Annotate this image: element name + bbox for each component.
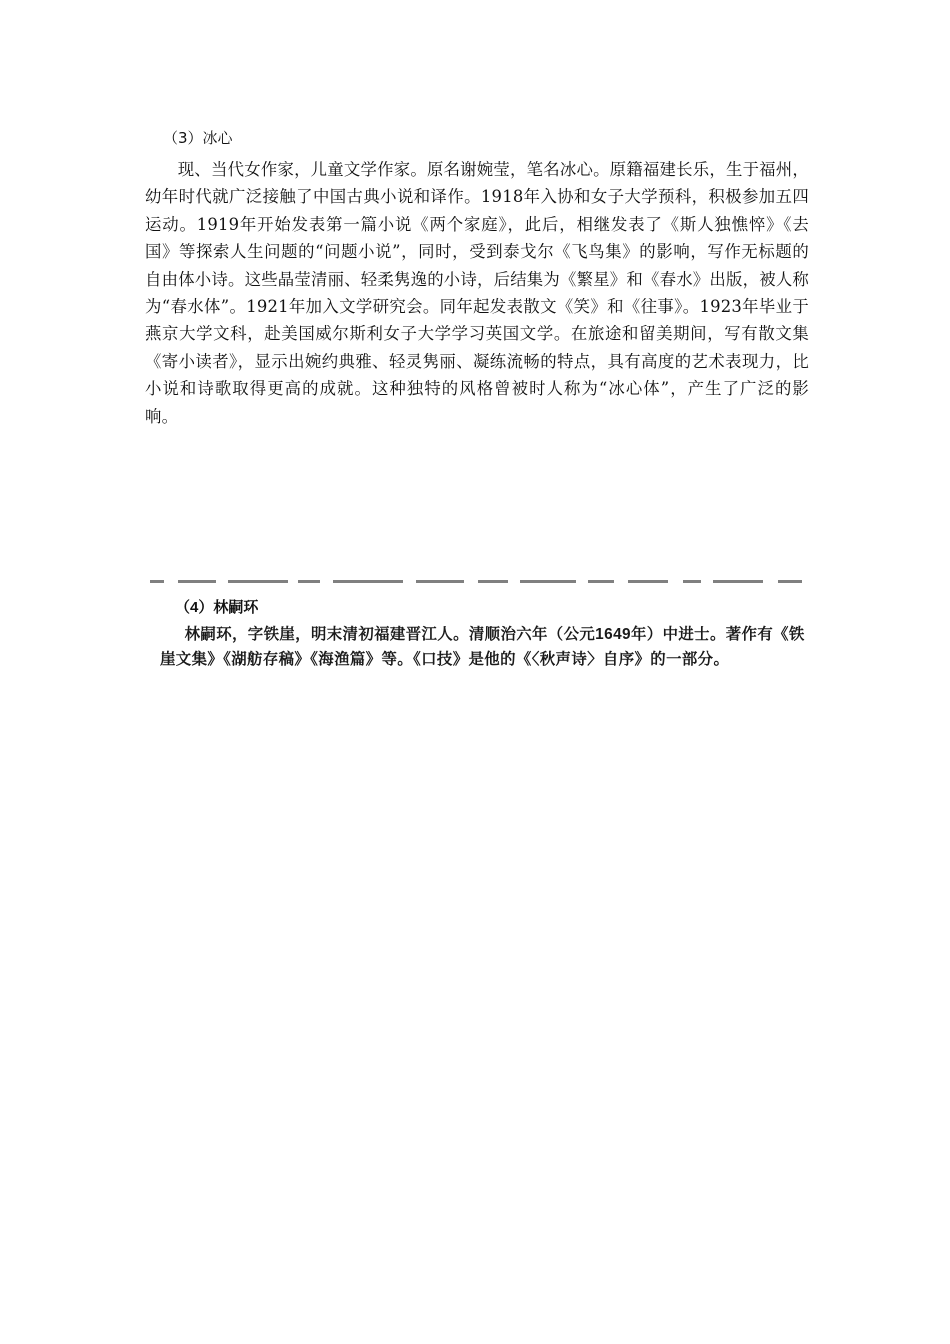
linsihuan-paragraph: 林嗣环，字铁崖，明末清初福建晋江人。清顺治六年（公元1649年）中进士。著作有《铁崖文集》《湖舫存稿》《海渔篇》等。《口技》是他的《〈秋声诗〉自序》的一部分。 <box>160 626 805 668</box>
bingxin-paragraph: 现、当代女作家，儿童文学作家。原名谢婉莹，笔名冰心。原籍福建长乐，生于福州，幼年时代就广泛接触了中国古典小说和译作。1918年入协和女子大学预科，积极参加五四运动。1919年开始发表第一篇小说《两个家庭》，此后，相继发表了《斯人独憔悴》《去国》等探索人生问题的“问题小说”，同时，受到泰戈尔《飞鸟集》的影响，写作无标题的自由体小诗。这些晶莹清丽、轻柔隽逸的小诗，后结集为《繁星》和《春水》出版，被人称为“春水体”。1921年加入文学研究会。同年起发表散文《笑》和《往事》。1923年毕业于燕京大学文科，赴美国威尔斯利女子大学学习英国文学。在旅途和留美期间，写有散文集《寄小读者》，显示出婉约典雅、轻灵隽丽、凝练流畅的特点，具有高度的艺术表现力，比小说和诗歌取得更高的成就。这种独特的风格曾被时人称为“冰心体”，产生了广泛的影响。 <box>145 160 809 426</box>
section-heading-bingxin: （3）冰心 <box>163 129 233 147</box>
scan-artifact-strip <box>148 578 806 584</box>
section-heading-linsihuan: （4）林嗣环 <box>175 599 259 616</box>
